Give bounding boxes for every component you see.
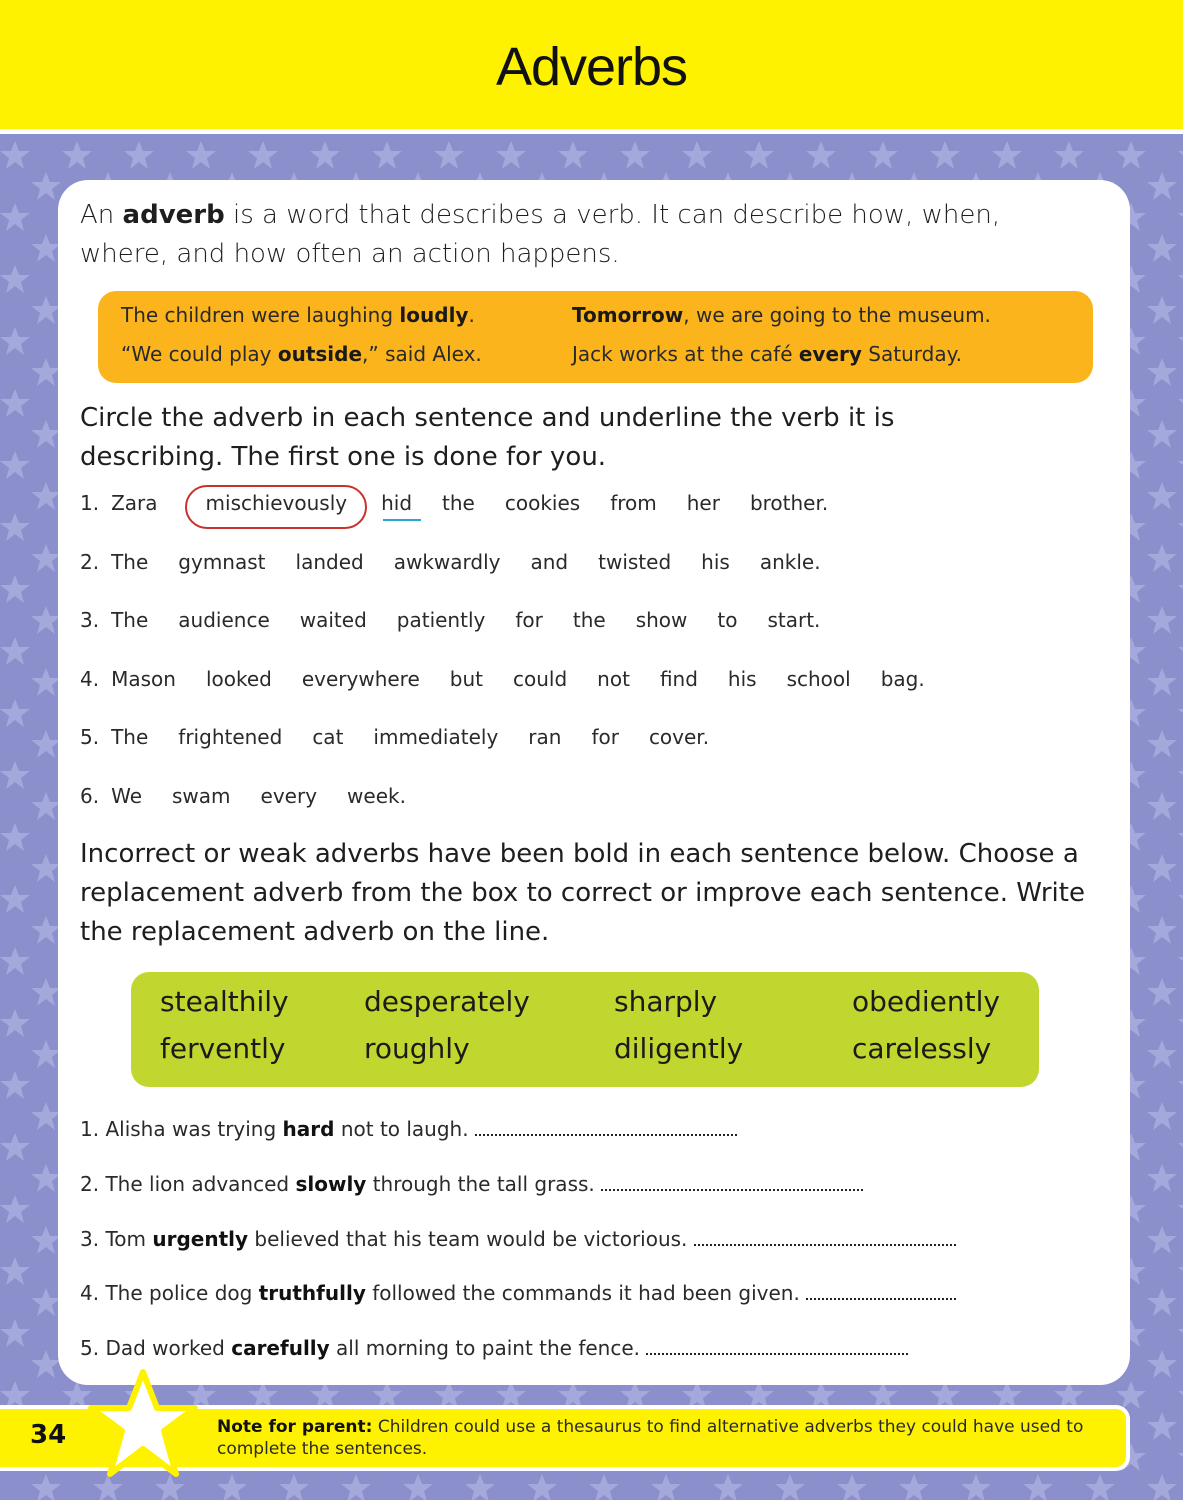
sentence-word[interactable]: cookies	[504, 491, 581, 515]
question-row: 5. Dad worked carefully all morning to paint the fence.	[80, 1336, 908, 1360]
sentence-word[interactable]: audience	[178, 608, 270, 632]
verb-underline-mark	[383, 519, 421, 521]
exercise1-instruction: Circle the adverb in each sentence and underline the verb it is describing. The first one is done for you.	[80, 403, 895, 472]
sentence-word[interactable]: swam	[172, 784, 231, 808]
sentence-word[interactable]: show	[635, 608, 688, 632]
sentence-word[interactable]: everywhere	[301, 667, 420, 691]
sentence-word[interactable]: cover.	[648, 725, 710, 749]
sentence-word[interactable]: frightened	[178, 725, 283, 749]
example-sentence: The children were laughing loudly.	[121, 303, 475, 327]
sentence-word[interactable]: from	[610, 491, 657, 515]
sentence-number: 4.	[80, 667, 100, 691]
sentence-row	[80, 784, 436, 808]
answer-line[interactable]	[806, 1284, 956, 1300]
sentence-word[interactable]: to	[717, 608, 738, 632]
sentence-number: 6.	[80, 784, 100, 808]
sentence-word[interactable]: bag.	[880, 667, 925, 691]
sentence-number: 3.	[80, 608, 100, 632]
sentence-word[interactable]: The	[111, 550, 149, 574]
sentence-word[interactable]: for	[515, 608, 543, 632]
sentence-row	[80, 550, 851, 574]
word-box-item: sharply	[614, 985, 718, 1018]
sentence-word[interactable]: Mason	[111, 667, 176, 691]
parent-note: Note for parent: Children could use a thesaurus to find alternative adverbs they could have used to complete the sentences.	[217, 1417, 1084, 1459]
sentence-word[interactable]: his	[727, 667, 757, 691]
question-row: 1. Alisha was trying hard not to laugh.	[80, 1117, 737, 1141]
sentence-word[interactable]: gymnast	[178, 550, 266, 574]
answer-line[interactable]	[475, 1120, 737, 1136]
sentence-word[interactable]: twisted	[598, 550, 672, 574]
word-box-item: stealthily	[160, 985, 289, 1018]
sentence-word[interactable]: mischievously	[205, 491, 348, 515]
word-box-item: obediently	[852, 985, 1000, 1018]
sentence-word[interactable]: for	[591, 725, 619, 749]
sentence-word[interactable]: The	[111, 608, 149, 632]
sentence-word[interactable]: landed	[295, 550, 364, 574]
sentence-word[interactable]: and	[530, 550, 569, 574]
sentence-word[interactable]: waited	[299, 608, 367, 632]
sentence-word[interactable]: every	[260, 784, 318, 808]
sentence-word[interactable]: school	[786, 667, 851, 691]
sentence-word[interactable]: cat	[312, 725, 344, 749]
sentence-word[interactable]: week.	[347, 784, 406, 808]
sentence-word[interactable]: ankle.	[759, 550, 821, 574]
sentence-word[interactable]: but	[449, 667, 483, 691]
word-box-item: fervently	[160, 1032, 286, 1065]
parent-note-label: Note for parent:	[217, 1417, 373, 1437]
sentence-number: 5.	[80, 725, 100, 749]
word-box-item: carelessly	[852, 1032, 992, 1065]
sentence-word[interactable]: her	[686, 491, 720, 515]
sentence-word[interactable]: looked	[205, 667, 272, 691]
sentence-word[interactable]: awkwardly	[393, 550, 501, 574]
sentence-number: 1.	[80, 491, 100, 515]
sentence-word[interactable]: not	[597, 667, 630, 691]
sentence-word[interactable]: ran	[528, 725, 562, 749]
star-icon	[88, 1368, 198, 1480]
sentence-word[interactable]: find	[659, 667, 698, 691]
question-row: 4. The police dog truthfully followed the commands it had been given.	[80, 1281, 956, 1305]
sentence-word[interactable]: Zara	[111, 491, 158, 515]
sentence-number: 2.	[80, 550, 100, 574]
answer-line[interactable]	[694, 1230, 956, 1246]
question-row: 2. The lion advanced slowly through the tall grass.	[80, 1172, 863, 1196]
definition-text: An adverb is a word that describes a verb. It can describe how, when, where, and how often an action happens.	[80, 200, 1001, 269]
sentence-row	[80, 667, 955, 691]
sentence-word[interactable]: start.	[767, 608, 821, 632]
sentence-row	[80, 725, 739, 749]
answer-line[interactable]	[601, 1175, 863, 1191]
sentence-word[interactable]: The	[111, 725, 149, 749]
example-sentence: Jack works at the café every Saturday.	[572, 342, 962, 366]
sentence-word[interactable]: the	[572, 608, 606, 632]
adverb-circle-mark	[185, 485, 367, 529]
exercise2-instruction: Incorrect or weak adverbs have been bold in each sentence below. Choose a replacement adverb from the box to correct or improve each sentence. Write the replacement adverb on the line.	[80, 839, 1085, 947]
sentence-word[interactable]: brother.	[749, 491, 829, 515]
example-sentence: Tomorrow, we are going to the museum.	[572, 303, 991, 327]
page-number: 34	[30, 1420, 67, 1450]
sentence-word[interactable]: the	[442, 491, 475, 515]
page-header	[0, 0, 1183, 134]
sentence-word[interactable]: hid	[381, 491, 413, 515]
answer-line[interactable]	[646, 1339, 908, 1355]
sentence-word[interactable]: immediately	[373, 725, 499, 749]
sentence-word[interactable]: We	[111, 784, 143, 808]
word-box-item: desperately	[364, 985, 530, 1018]
question-row: 3. Tom urgently believed that his team would be victorious.	[80, 1227, 956, 1251]
sentence-word[interactable]: his	[701, 550, 730, 574]
sentence-word[interactable]: could	[513, 667, 568, 691]
word-box-item: roughly	[364, 1032, 470, 1065]
word-box-item: diligently	[614, 1032, 744, 1065]
sentence-word[interactable]: patiently	[396, 608, 486, 632]
sentence-row	[80, 608, 850, 632]
definition-keyword: adverb	[122, 200, 225, 230]
page-title: Adverbs	[495, 37, 688, 97]
example-sentence: “We could play outside,” said Alex.	[121, 342, 482, 366]
